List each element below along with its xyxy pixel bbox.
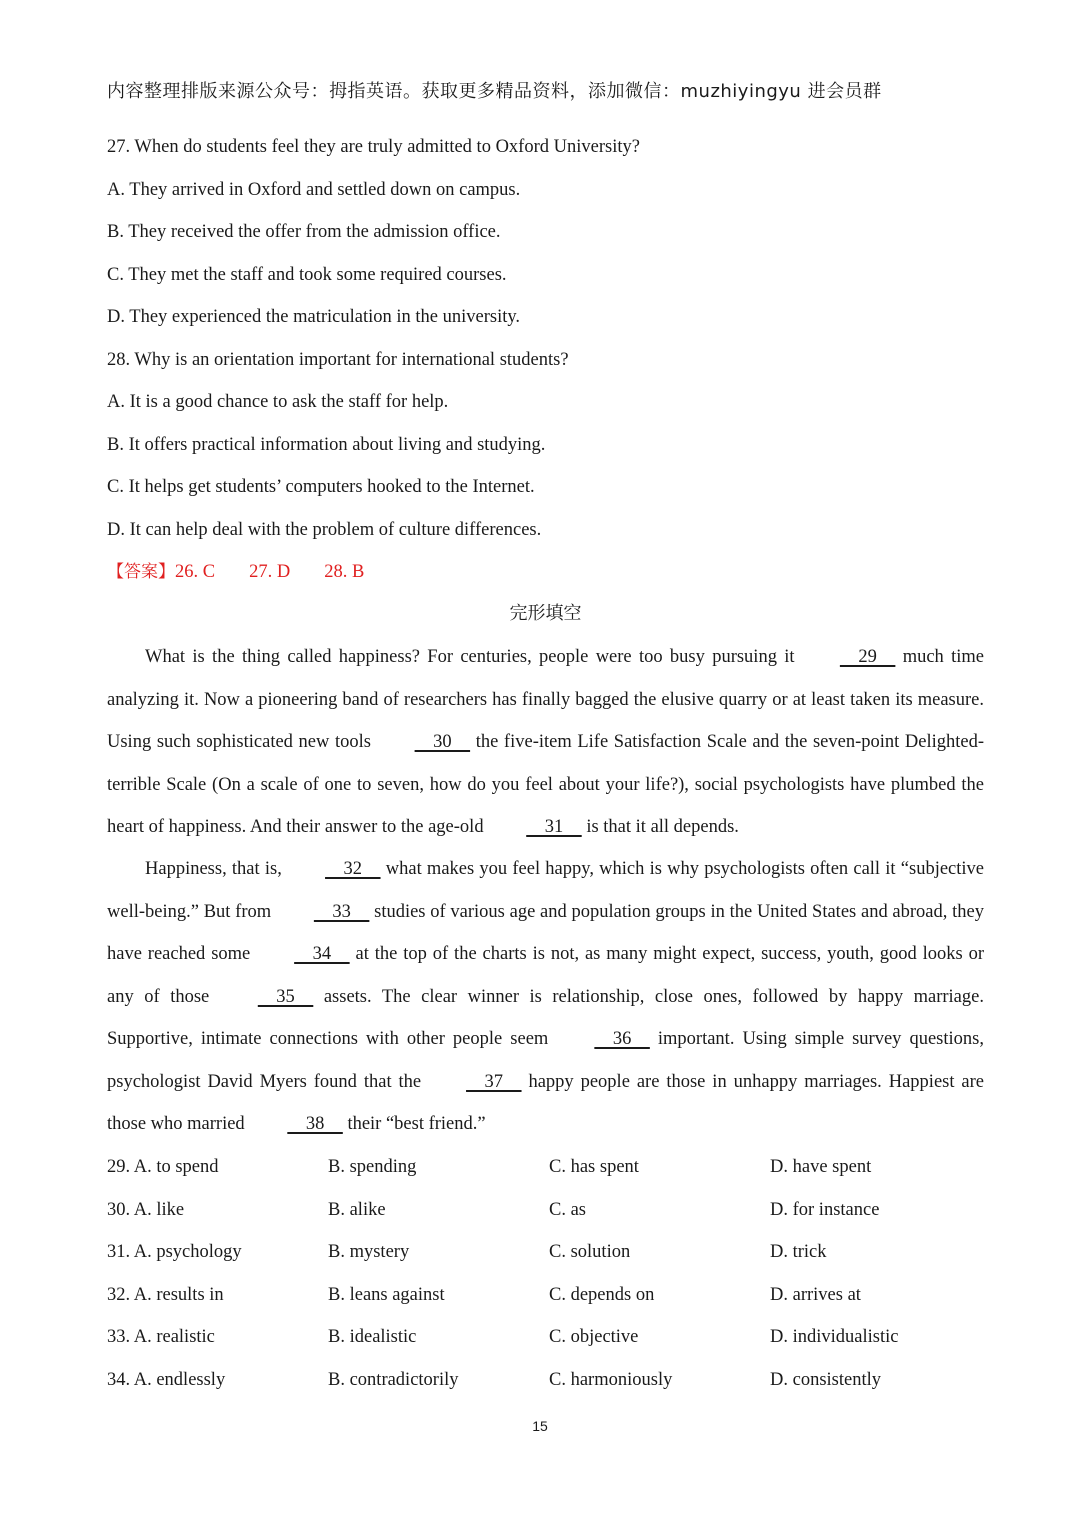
choice-option: 33. A. realistic (107, 1327, 215, 1347)
question-28-option-d: D. It can help deal with the problem of culture differences. (107, 520, 542, 540)
choice-option: C. solution (549, 1242, 631, 1262)
choice-option: B. leans against (328, 1284, 445, 1305)
blank-35: 35 (257, 986, 314, 1007)
choice-option: B. spending (328, 1157, 417, 1177)
choice-option: 29. A. to spend (107, 1157, 219, 1177)
question-27-option-d: D. They experienced the matriculation in the university. (107, 307, 521, 327)
choice-option: D. have spent (770, 1157, 872, 1177)
passage-paragraph-2: Happiness, that is, 32 what makes you feel happy, which is why psychologists often call it “subjective well-being.” But from 33 studies of various age and population groups in the United States and abroad, they have reached some 34 at the top of the charts is not, as many might expect, success, youth, good looks or any of those 35 assets. The clear winner is relationship, close ones, followed by happy marriage. Supportive, intimate connections with other people seem 36 important. Using simple survey questions, psychologist David Myers found that the 37 happy people are those in unhappy marriages. Happiest are those who married 38 their “best friend.” (107, 848, 984, 1146)
choice-option: D. consistently (770, 1369, 881, 1390)
choice-option: D. trick (770, 1242, 827, 1262)
choice-option: B. alike (328, 1199, 386, 1220)
choice-option: 31. A. psychology (107, 1242, 242, 1262)
source-header: 内容整理排版来源公众号：拇指英语。获取更多精品资料，添加微信：muzhiyingyu 进会员群 (107, 81, 882, 102)
answer-item: 27. D (249, 562, 291, 582)
blank-36: 36 (594, 1029, 650, 1049)
blank-29: 29 (839, 647, 896, 667)
question-27-stem: 27. When do students feel they are truly admitted to Oxford University? (107, 137, 640, 157)
answer-label: 【答案】 (107, 562, 175, 582)
blank-34: 34 (294, 944, 350, 964)
choice-option: C. harmoniously (549, 1369, 673, 1390)
choice-option: B. mystery (328, 1242, 410, 1262)
blank-33: 33 (313, 901, 370, 922)
question-28-option-c: C. It helps get students’ computers hooked to the Internet. (107, 477, 535, 497)
blank-32: 32 (325, 859, 381, 879)
choice-option: D. for instance (770, 1199, 880, 1220)
choice-option: D. arrives at (770, 1284, 861, 1305)
choice-option: B. contradictorily (328, 1369, 459, 1390)
section-title: 完形填空 (509, 603, 582, 624)
blank-31: 31 (526, 817, 582, 837)
choice-option: C. has spent (549, 1157, 639, 1177)
answer-key (107, 560, 364, 584)
blank-38: 38 (287, 1114, 343, 1134)
question-28-stem: 28. Why is an orientation important for international students? (107, 350, 569, 370)
choice-option: 30. A. like (107, 1199, 185, 1220)
choice-option: C. depends on (549, 1284, 655, 1305)
question-27-option-c: C. They met the staff and took some required courses. (107, 265, 507, 285)
choice-option: C. as (549, 1199, 586, 1220)
answer-item: 28. B (324, 562, 365, 582)
page-number: 15 (532, 1418, 548, 1434)
answer-item: 26. C (175, 562, 216, 582)
choice-option: D. individualistic (770, 1327, 899, 1347)
choice-option: B. idealistic (328, 1327, 417, 1347)
question-27-option-a: A. They arrived in Oxford and settled down on campus. (107, 180, 521, 200)
choice-option: 32. A. results in (107, 1284, 224, 1305)
blank-37: 37 (466, 1071, 522, 1092)
blank-30: 30 (414, 732, 471, 752)
question-28-option-a: A. It is a good chance to ask the staff for help. (107, 392, 449, 412)
choice-option: 34. A. endlessly (107, 1369, 226, 1390)
passage-paragraph-1: What is the thing called happiness? For centuries, people were too busy pursuing it 29 much time analyzing it. Now a pioneering band of researchers has finally bagged the elusive quarry or at least taken its measure. Using such sophisticated new tools 30 the five-item Life Satisfaction Scale and the seven-point Delighted-terrible Scale (On a scale of one to seven, how do you feel about your life?), social psychologists have plumbed the heart of happiness. And their answer to the age-old 31 is that it all depends. (107, 636, 984, 849)
question-27-option-b: B. They received the offer from the admission office. (107, 222, 501, 242)
question-28-option-b: B. It offers practical information about living and studying. (107, 435, 546, 455)
choice-option: C. objective (549, 1327, 639, 1347)
